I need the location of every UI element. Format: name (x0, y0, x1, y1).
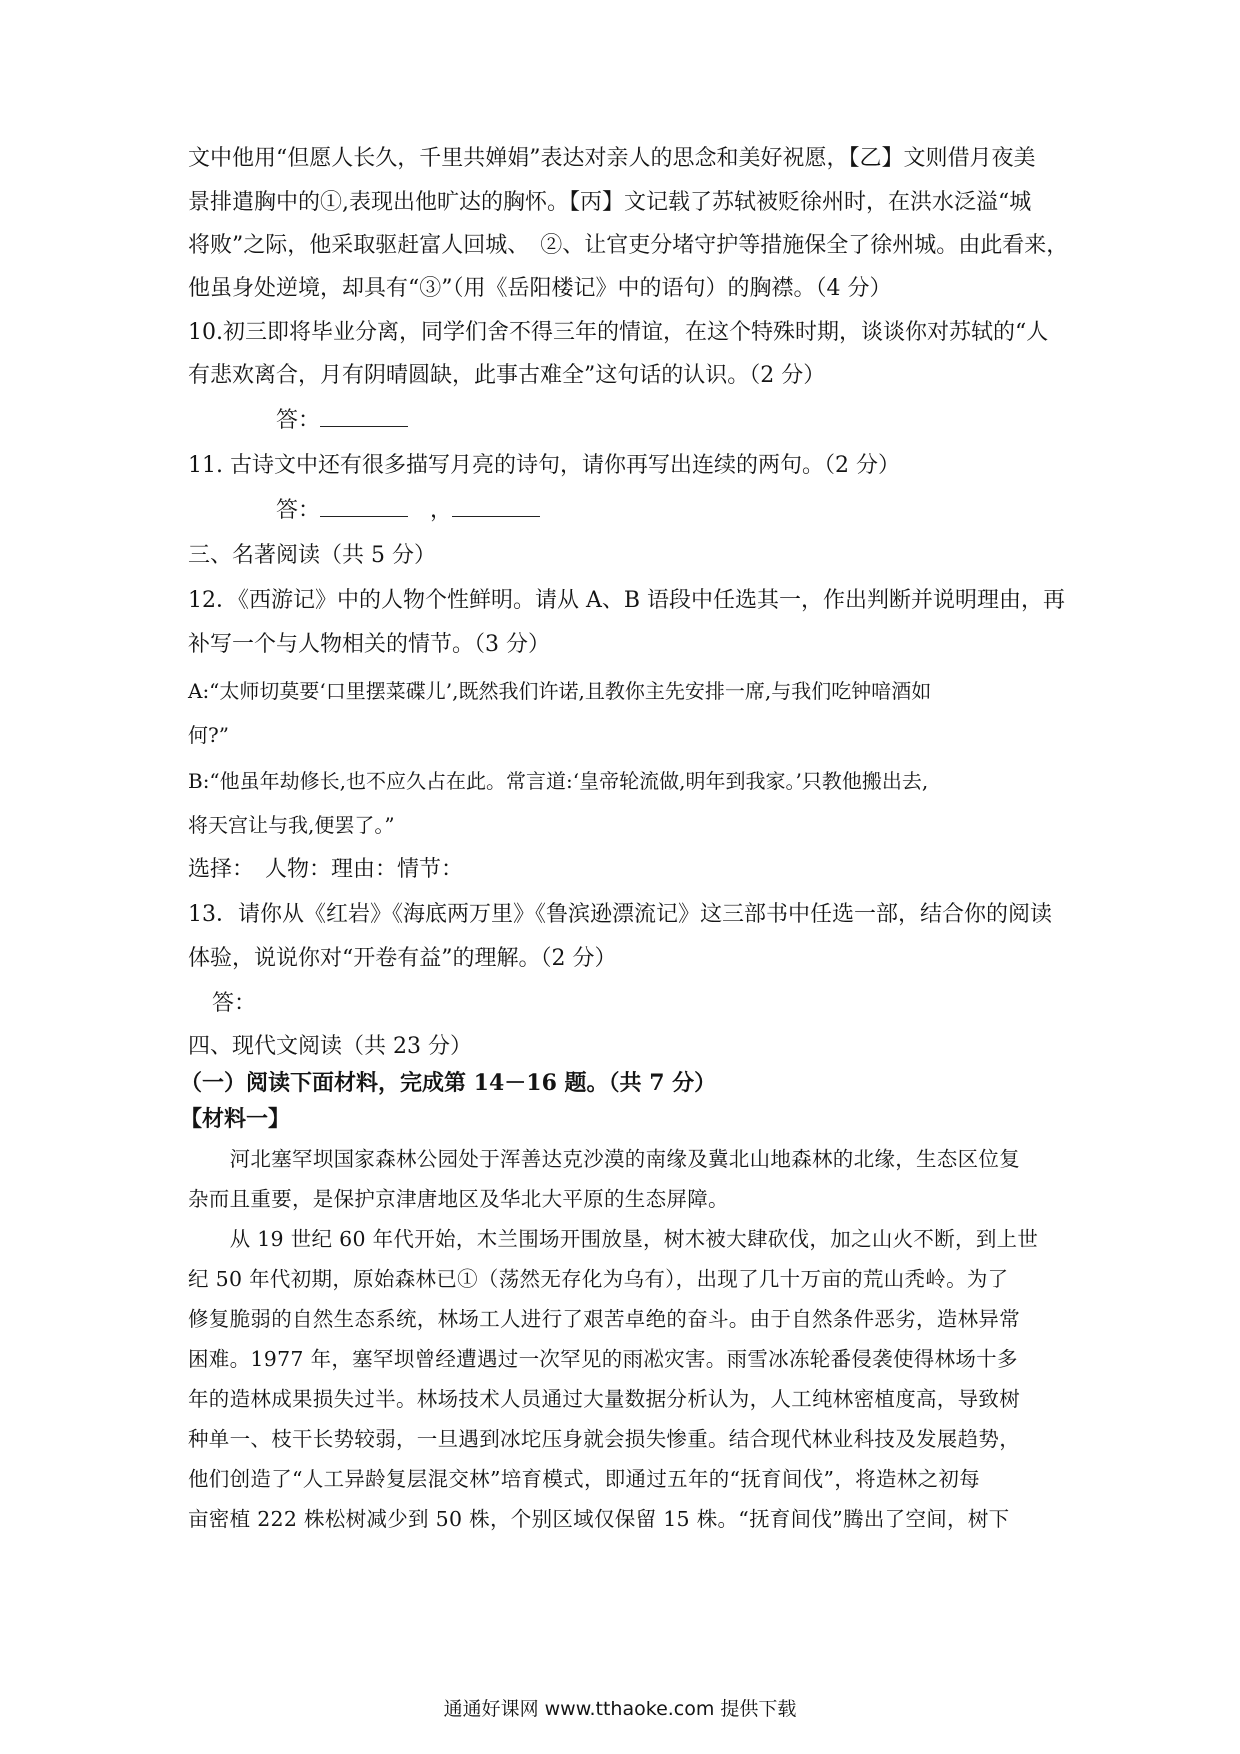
q13-text-line-1: 13．请你从《红岩》《海底两万里》《鲁滨逊漂流记》这三部书中任选一部，结合你的阅读 (188, 902, 1052, 927)
q10-text-line-1: 10.初三即将毕业分离，同学们舍不得三年的情谊，在这个特殊时期，谈谈你对苏轼的“人 (188, 320, 1049, 345)
q12-text-line-1: 12．《西游记》中的人物个性鲜明。请从 A、B 语段中任选其一，作出判断并说明理由，再 (188, 588, 1066, 613)
q11-answer-label: 答： (276, 498, 321, 523)
q12-option-b-line-1: B:“他虽年劫修长,也不应久占在此。常言道:‘皇帝轮流做,明年到我家。’只教他搬出去, (188, 769, 929, 793)
q12-option-a-line-1: A:“太师切莫要‘口里摆菜碟儿’,既然我们许诺,且教你主先安排一席,与我们吃钟喑酒如 (188, 679, 932, 703)
q11-answer-blank-2[interactable] (452, 496, 540, 517)
q10-answer-blank[interactable] (320, 406, 408, 427)
q12-option-b-line-2: 将天宫让与我,便罢了。” (188, 813, 395, 837)
material1-line: 河北塞罕坝国家森林公园处于浑善达克沙漠的南缘及冀北山地森林的北缘，生态区位复 (188, 1147, 1020, 1171)
q9-text-line-4: 他虽身处逆境，却具有“③”（用《岳阳楼记》中的语句）的胸襟。（4 分） (188, 276, 892, 301)
material1-line: 年的造林成果损失过半。林场技术人员通过大量数据分析认为，人工纯林密植度高，导致树 (188, 1387, 1020, 1411)
material1-line: 种单一、枝干长势较弱，一旦遇到冰坨压身就会损失惨重。结合现代林业科技及发展趋势， (188, 1427, 1020, 1451)
q11-text-line-1: 11. 古诗文中还有很多描写月亮的诗句，请你再写出连续的两句。（2 分） (188, 453, 900, 478)
q12-choice-line: 选择： 人物：理由：情节： (188, 857, 464, 882)
section3-heading: 三、名著阅读（共 5 分） (188, 543, 436, 568)
q13-answer-label: 答： (212, 991, 257, 1016)
material1-title: 【材料一】 (180, 1106, 291, 1132)
q11-answer-blank-1[interactable] (320, 496, 408, 517)
section4-heading: 四、现代文阅读（共 23 分） (188, 1034, 472, 1059)
material1-line: 从 19 世纪 60 年代开始，木兰围场开围放垦，树木被大肆砍伐，加之山火不断，到上世 (188, 1227, 1039, 1251)
material1-line: 杂而且重要，是保护京津唐地区及华北大平原的生态屏障。 (188, 1187, 729, 1211)
material1-line: 纪 50 年代初期，原始森林已①（荡然无存化为乌有），出现了几十万亩的荒山秃岭。为了 (188, 1267, 1009, 1291)
q12-text-line-2: 补写一个与人物相关的情节。（3 分） (188, 632, 550, 657)
q10-answer-label: 答： (276, 408, 321, 433)
q12-option-a-line-2: 何?” (188, 723, 229, 747)
q9-text-line-3: 将败”之际，他采取驱赶富人回城、 ②、让官吏分堵守护等措施保全了徐州城。由此看来， (188, 233, 1069, 258)
q11-comma: ， (430, 498, 453, 523)
q11-answer-row (276, 496, 540, 526)
q9-text-line-2: 景排遣胸中的①,表现出他旷达的胸怀。【丙】文记载了苏轼被贬徐州时，在洪水泛溢“城 (188, 190, 1032, 215)
material1-line: 修复脆弱的自然生态系统，林场工人进行了艰苦卓绝的奋斗。由于自然条件恶劣，造林异常 (188, 1307, 1020, 1331)
q10-text-line-2: 有悲欢离合，月有阴晴圆缺，此事古难全”这句话的认识。（2 分） (188, 363, 826, 388)
q10-answer-row (276, 406, 408, 436)
material1-line: 亩密植 222 株松树减少到 50 株，个别区域仅保留 15 株。“抚育间伐”腾出了空间，树下 (188, 1507, 1010, 1531)
material1-line: 他们创造了“人工异龄复层混交林”培育模式，即通过五年的“抚育间伐”，将造林之初每 (188, 1467, 980, 1491)
section4-sub1-heading: （一）阅读下面材料，完成第 14－16 题。（共 7 分） (180, 1070, 717, 1096)
page-footer: 通通好课网 www.tthaoke.com 提供下载 (443, 1698, 797, 1720)
material1-line: 困难。1977 年，塞罕坝曾经遭遇过一次罕见的雨凇灾害。雨雪冰冻轮番侵袭使得林场十多 (188, 1347, 1018, 1371)
q13-text-line-2: 体验，说说你对“开卷有益”的理解。（2 分） (188, 946, 617, 971)
q9-text-line-1: 文中他用“但愿人长久，千里共婵娟”表达对亲人的思念和美好祝愿，【乙】文则借月夜美 (188, 146, 1036, 171)
